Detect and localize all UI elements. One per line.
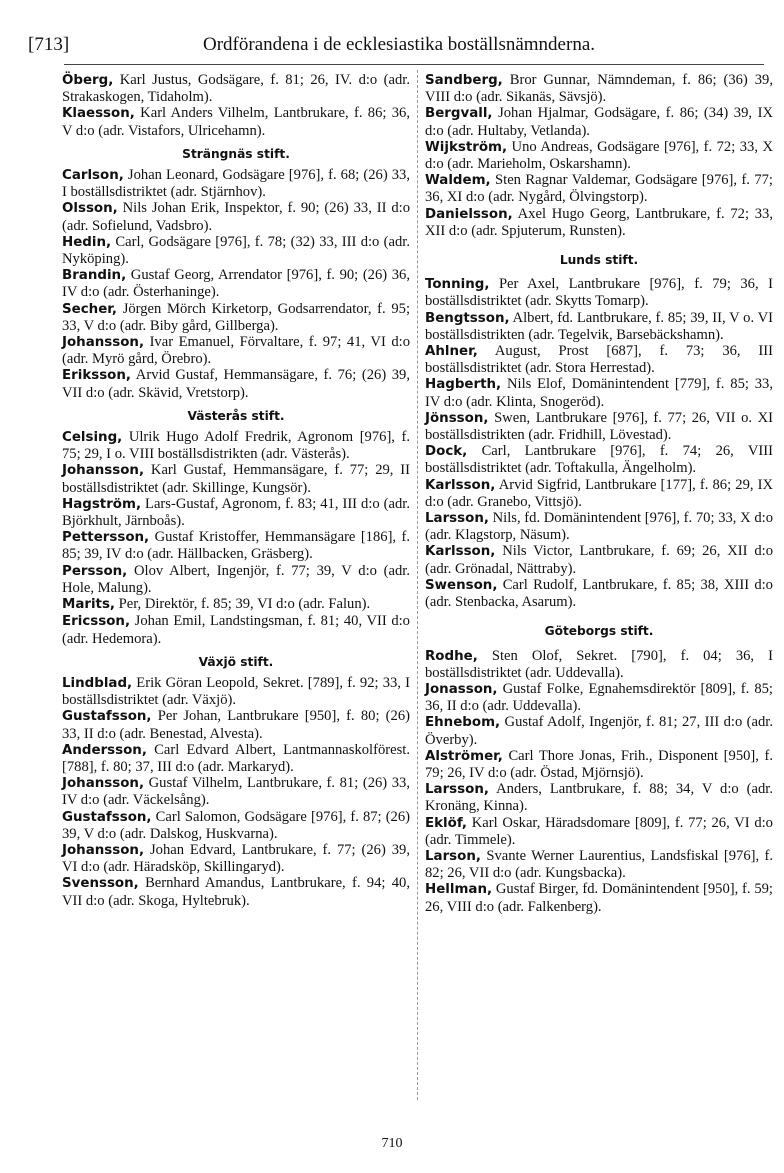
entry-text: Per, Direktör, f. 85; 39, VI d:o (adr. Falun). bbox=[118, 596, 371, 613]
entry-name: Gustafsson, bbox=[62, 709, 152, 725]
section-heading-goteborgs: Göteborgs stift. bbox=[544, 624, 654, 639]
entry bbox=[425, 139, 773, 172]
entry-name: Larsson, bbox=[425, 511, 489, 527]
entry-name: Öberg, bbox=[62, 73, 114, 88]
entry bbox=[425, 577, 773, 610]
entry bbox=[425, 477, 773, 510]
entry-name: Tonning, bbox=[425, 277, 490, 293]
entry bbox=[62, 675, 410, 708]
entry bbox=[62, 596, 410, 613]
entry-text: Albert, fd. Lantbrukare, f. 85; 39, II, V o. VI boställsdistrikten (adr. Tegelvik, Barsebäckshamn). bbox=[425, 309, 774, 343]
entry bbox=[62, 167, 410, 200]
entry-text: Johan Emil, Landstingsman, f. 81; 40, VII d:o (adr. Hedemora). bbox=[62, 613, 410, 647]
entry bbox=[425, 781, 773, 814]
entry-text: Karl Gustaf, Hemmansägare, f. 77; 29, II boställsdistriktet (adr. Skillinge, Kungsör). bbox=[62, 462, 411, 496]
entry-name: Gustafsson, bbox=[62, 809, 152, 825]
entry-text: Arvid Sigfrid, Lantbrukare [177], f. 86; 29, IX d:o (adr. Granebo, Vittsjö). bbox=[425, 476, 774, 510]
entry-text: Johan Leonard, Godsägare [976], f. 68; (26) 33, I boställsdistriktet (adr. Stjärnhov). bbox=[62, 167, 410, 201]
entry bbox=[62, 200, 410, 233]
entry-name: Wijkström, bbox=[425, 139, 508, 155]
entry-name: Celsing, bbox=[62, 430, 123, 446]
entry-name: Brandin, bbox=[62, 268, 127, 284]
entry-text: Uno Andreas, Godsägare [976], f. 72; 33, X d:o (adr. Marieholm, Oskarshamn). bbox=[425, 138, 773, 173]
entry-name: Jönsson, bbox=[425, 410, 489, 426]
entry-name: Johansson, bbox=[62, 335, 145, 351]
entry-name: Sandberg, bbox=[425, 73, 503, 88]
entry-text: Carl Salomon, Godsägare [976], f. 87; (26) 39, V d:o (adr. Dalskog, Huskvarna). bbox=[62, 808, 411, 842]
entry-text: Anders, Lantbrukare, f. 88; 34, V d:o (adr. Kronäng, Kinna). bbox=[425, 781, 773, 815]
entry bbox=[425, 681, 773, 714]
entry bbox=[62, 267, 410, 300]
entry-name: Carlson, bbox=[62, 168, 124, 184]
entry-text: Sten Ragnar Valdemar, Godsägare [976], f. 77; 36, XI d:o (adr. Nygård, Ölvingstorp). bbox=[425, 172, 773, 206]
entry-text: Nils Elof, Domänintendent [779], f. 85; 33, IV d:o (adr. Klinta, Snogeröd). bbox=[425, 376, 773, 410]
entry bbox=[62, 842, 410, 875]
entry-name: Johansson, bbox=[62, 776, 145, 792]
entry bbox=[62, 334, 410, 367]
entry bbox=[425, 714, 773, 747]
entry-text: Lars-Gustaf, Agronom, f. 83; 41, III d:o (adr. Björkhult, Järnboås). bbox=[62, 495, 410, 530]
entry bbox=[62, 529, 410, 562]
entry-text: Per Axel, Lantbrukare [976], f. 79; 36, I boställsdistriktet (adr. Skytts Tomarp). bbox=[425, 276, 773, 310]
entry-name: Ericsson, bbox=[62, 614, 131, 630]
entry-text: Per Johan, Lantbrukare [950], f. 80; (26) 33, II d:o (adr. Benestad, Alvesta). bbox=[62, 708, 410, 742]
entry bbox=[425, 410, 773, 443]
entry-text: Ivar Emanuel, Förvaltare, f. 97; 41, VI d:o (adr. Myrö gård, Örebro). bbox=[62, 334, 410, 368]
entry-text: Ulrik Hugo Adolf Fredrik, Agronom [976], f. 75; 29, I o. VIII boställsdistrikten (adr. Västerås). bbox=[62, 429, 410, 463]
entry bbox=[62, 234, 410, 267]
entry bbox=[62, 462, 410, 495]
entry-name: Bengtsson, bbox=[425, 310, 510, 326]
entry bbox=[425, 206, 773, 239]
left-column bbox=[62, 72, 410, 909]
entry bbox=[62, 429, 410, 462]
page-number: 710 bbox=[381, 1136, 403, 1151]
entry bbox=[62, 708, 410, 741]
entry bbox=[425, 510, 773, 543]
section-heading-vasteras: Västerås stift. bbox=[187, 408, 285, 423]
entry-text: Carl Thore Jonas, Frih., Disponent [950], f. 79; 26, IV d:o (adr. Östad, Mjörnsjö). bbox=[425, 747, 773, 781]
entry-text: Karl Anders Vilhelm, Lantbrukare, f. 86; 36, V d:o (adr. Vistafors, Ulricehamn). bbox=[62, 105, 410, 139]
entry-name: Marits, bbox=[62, 597, 116, 613]
entry-name: Johansson, bbox=[62, 842, 145, 858]
right-column bbox=[425, 72, 773, 915]
section-heading-lunds: Lunds stift. bbox=[559, 253, 639, 268]
entry bbox=[62, 496, 410, 529]
entry-name: Alströmer, bbox=[425, 748, 503, 764]
entry bbox=[62, 563, 410, 596]
entry-text: Karl Oskar, Häradsdomare [809], f. 77; 26, VI d:o (adr. Timmele). bbox=[425, 814, 773, 848]
entry-text: Gustaf Vilhelm, Lantbrukare, f. 81; (26) 33, IV d:o (adr. Väckelsång). bbox=[62, 775, 410, 809]
entry-name: Persson, bbox=[62, 563, 128, 579]
entry bbox=[62, 301, 410, 334]
page-title: Ordförandena i de ecklesiastika boställsnämnderna. bbox=[203, 34, 595, 55]
entry bbox=[425, 543, 773, 576]
entry bbox=[425, 276, 773, 309]
entry-text: Svante Werner Laurentius, Landsfiskal [976], f. 82; 26, VII d:o (adr. Kungsbacka). bbox=[425, 847, 774, 882]
entry bbox=[62, 105, 410, 138]
entry bbox=[62, 367, 410, 400]
section-heading-vaxjo: Växjö stift. bbox=[198, 654, 274, 669]
entry bbox=[425, 172, 773, 205]
page-header bbox=[28, 30, 758, 58]
entry-name: Danielsson, bbox=[425, 206, 513, 222]
entry-text: Gustaf Georg, Arrendator [976], f. 90; (26) 36, IV d:o (adr. Österhaninge). bbox=[62, 267, 410, 301]
entry-name: Eriksson, bbox=[62, 368, 132, 384]
entry-name: Ehnebom, bbox=[425, 715, 501, 731]
entry-name: Klaesson, bbox=[62, 106, 135, 122]
entry-text: Axel Hugo Georg, Lantbrukare, f. 72; 33, XII d:o (adr. Spjuterum, Runsten). bbox=[425, 205, 773, 239]
entry-name: Hedin, bbox=[62, 234, 112, 250]
entry bbox=[62, 72, 410, 105]
entry bbox=[425, 748, 773, 781]
entry-text: Gustaf Adolf, Ingenjör, f. 81; 27, III d:o (adr. Överby). bbox=[425, 714, 773, 748]
entry-name: Johansson, bbox=[62, 463, 145, 479]
entry bbox=[425, 105, 773, 138]
entry-text: Nils Victor, Lantbrukare, f. 69; 26, XII d:o (adr. Grönadal, Nättraby). bbox=[425, 543, 773, 577]
entry-text: Carl Rudolf, Lantbrukare, f. 85; 38, XIII d:o (adr. Stenbacka, Asarum). bbox=[425, 576, 773, 611]
column-divider bbox=[417, 70, 418, 1100]
entry-text: Bernhard Amandus, Lantbrukare, f. 94; 40, VII d:o (adr. Skoga, Hyltebruk). bbox=[62, 875, 410, 909]
entry bbox=[425, 648, 773, 681]
entry bbox=[62, 613, 410, 646]
entry-text: Johan Hjalmar, Godsägare, f. 86; (34) 39, IX d:o (adr. Hultaby, Vetlanda). bbox=[425, 105, 773, 139]
entry-name: Ahlner, bbox=[425, 344, 478, 360]
page-reference: [713] bbox=[28, 34, 70, 55]
entry-text: August, Prost [687], f. 73; 36, III boställsdistriktet (adr. Stora Herrestad). bbox=[425, 343, 774, 377]
entry bbox=[425, 881, 773, 914]
entry-text: Erik Göran Leopold, Sekret. [789], f. 92; 33, I boställsdistriktet (adr. Växjö). bbox=[62, 674, 410, 709]
entry-text: Gustaf Kristoffer, Hemmansägare [186], f. 85; 39, IV d:o (adr. Hällbacken, Gräsberg). bbox=[62, 529, 410, 563]
entry-text: Arvid Gustaf, Hemmansägare, f. 76; (26) 39, VII d:o (adr. Skävid, Vretstorp). bbox=[62, 367, 410, 401]
entry bbox=[425, 848, 773, 881]
entry-text: Johan Edvard, Lantbrukare, f. 77; (26) 39, VI d:o (adr. Häradsköp, Skillingaryd). bbox=[62, 841, 410, 876]
entry-text: Nils Johan Erik, Inspektor, f. 90; (26) 33, II d:o (adr. Sofielund, Vadsbro). bbox=[62, 200, 410, 234]
entry-name: Karlsson, bbox=[425, 544, 496, 560]
entry bbox=[425, 343, 773, 376]
entry-name: Lindblad, bbox=[62, 675, 133, 691]
entry bbox=[62, 875, 410, 908]
entry bbox=[62, 775, 410, 808]
entry-text: Olov Albert, Ingenjör, f. 77; 39, V d:o (adr. Hole, Malung). bbox=[62, 562, 410, 596]
entry-name: Jonasson, bbox=[425, 681, 498, 697]
entry-name: Larson, bbox=[425, 848, 481, 864]
entry bbox=[425, 443, 773, 476]
entry-name: Eklöf, bbox=[425, 815, 468, 831]
entry-name: Hellman, bbox=[425, 882, 493, 898]
entry-text: Carl, Godsägare [976], f. 78; (32) 33, III d:o (adr. Nyköping). bbox=[62, 233, 411, 268]
entry-name: Karlsson, bbox=[425, 477, 496, 493]
entry bbox=[425, 815, 773, 848]
entry-text: Carl Edvard Albert, Lantmannaskolförest. [788], f. 80; 37, III d:o (adr. Markaryd). bbox=[62, 741, 410, 775]
entry-text: Gustaf Birger, fd. Domänintendent [950], f. 59; 26, VIII d:o (adr. Falkenberg). bbox=[425, 881, 773, 915]
entry-name: Dock, bbox=[425, 444, 468, 460]
entry-name: Olsson, bbox=[62, 201, 118, 217]
entry-name: Swenson, bbox=[425, 577, 498, 593]
entry-text: Carl, Lantbrukare [976], f. 74; 26, VIII boställsdistriktet (adr. Toftakulla, Ängelholm). bbox=[425, 443, 773, 477]
entry-name: Hagberth, bbox=[425, 377, 502, 393]
entry-name: Pettersson, bbox=[62, 530, 150, 546]
entry bbox=[62, 742, 410, 775]
entry-name: Hagström, bbox=[62, 496, 142, 512]
entry-name: Rodhe, bbox=[425, 648, 478, 664]
entry bbox=[425, 310, 773, 343]
entry-text: Bror Gunnar, Nämndeman, f. 86; (36) 39, VIII d:o (adr. Sikanäs, Sävsjö). bbox=[425, 72, 773, 106]
entry-name: Larsson, bbox=[425, 782, 489, 798]
entry-name: Bergvall, bbox=[425, 106, 493, 122]
entry bbox=[425, 376, 773, 409]
entry-text: Nils, fd. Domänintendent [976], f. 70; 33, X d:o (adr. Klagstorp, Näsum). bbox=[425, 510, 773, 544]
entry-name: Waldem, bbox=[425, 173, 491, 189]
entry-text: Jörgen Mörch Kirketorp, Godsarrendator, f. 95; 33, V d:o (adr. Biby gård, Gillberga). bbox=[62, 300, 410, 334]
entry-name: Andersson, bbox=[62, 742, 147, 758]
entry-text: Karl Justus, Godsägare, f. 81; 26, IV. d:o (adr. Strakaskogen, Tidaholm). bbox=[62, 72, 410, 106]
entry-text: Swen, Lantbrukare [976], f. 77; 26, VII o. XI boställsdistrikten (adr. Fridhill, Lövestad). bbox=[425, 409, 773, 444]
header-rule bbox=[64, 64, 764, 65]
entry-text: Gustaf Folke, Egnahemsdirektör [809], f. 85; 36, II d:o (adr. Uddevalla). bbox=[425, 680, 773, 715]
entry bbox=[425, 72, 773, 105]
section-heading-strangnas: Strängnäs stift. bbox=[182, 146, 290, 161]
entry-name: Secher, bbox=[62, 301, 117, 317]
entry-name: Svensson, bbox=[62, 876, 139, 892]
entry-text: Sten Olof, Sekret. [790], f. 04; 36, I boställsdistriktet (adr. Uddevalla). bbox=[425, 647, 773, 681]
entry bbox=[62, 809, 410, 842]
